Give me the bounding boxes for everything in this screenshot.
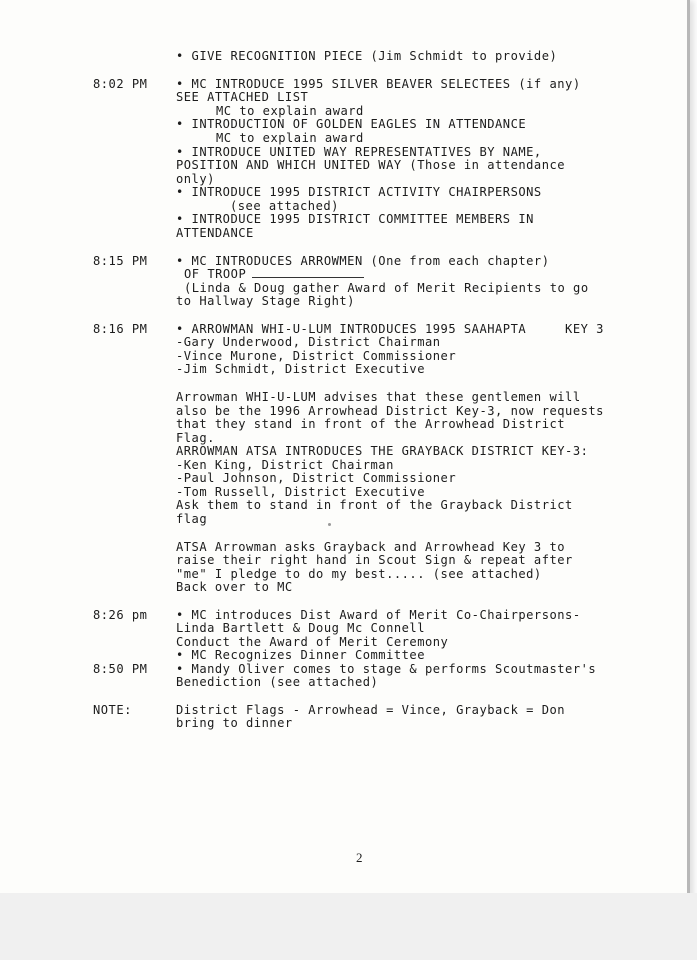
agenda-line: Back over to MC <box>176 580 293 594</box>
time-label: 8:02 PM <box>93 77 148 91</box>
agenda-line: that they stand in front of the Arrowhead District <box>176 417 566 431</box>
agenda-line: -Vince Murone, District Commissioner <box>176 349 457 363</box>
agenda-line: (see attached) <box>230 199 339 213</box>
note-line: District Flags - Arrowhead = Vince, Grayback = Don <box>176 703 566 717</box>
agenda-line: • INTRODUCE 1995 DISTRICT ACTIVITY CHAIRPERSONS <box>176 185 542 199</box>
agenda-line: • MC INTRODUCE 1995 SILVER BEAVER SELECTEES (if any) <box>176 77 581 91</box>
agenda-line: -Jim Schmidt, District Executive <box>176 362 425 376</box>
agenda-line: ATSA Arrowman asks Grayback and Arrowhead Key 3 to <box>176 540 566 554</box>
agenda-line: (Linda & Doug gather Award of Merit Recipients to go <box>184 281 589 295</box>
note-label: NOTE: <box>93 703 132 717</box>
agenda-line: ARROWMAN ATSA INTRODUCES THE GRAYBACK DISTRICT KEY-3: <box>176 444 589 458</box>
agenda-line: -Tom Russell, District Executive <box>176 485 425 499</box>
agenda-line: -Paul Johnson, District Commissioner <box>176 471 457 485</box>
time-label: 8:50 PM <box>93 662 148 676</box>
agenda-line: • INTRODUCE UNITED WAY REPRESENTATIVES BY NAME, <box>176 145 542 159</box>
agenda-line: also be the 1996 Arrowhead District Key-3, now requests <box>176 404 604 418</box>
agenda-line: to Hallway Stage Right) <box>176 294 355 308</box>
agenda-line: MC to explain award <box>216 104 364 118</box>
troop-blank <box>252 267 364 278</box>
agenda-line: Conduct the Award of Merit Ceremony <box>176 635 449 649</box>
agenda-line: Ask them to stand in front of the Grayback District <box>176 498 573 512</box>
agenda-line: MC to explain award <box>216 131 364 145</box>
agenda-line: • GIVE RECOGNITION PIECE (Jim Schmidt to provide) <box>176 49 558 63</box>
troop-line <box>184 267 364 281</box>
agenda-line: POSITION AND WHICH UNITED WAY (Those in attendance <box>176 158 566 172</box>
agenda-line: Arrowman WHI-U-LUM advises that these gentlemen will <box>176 390 581 404</box>
agenda-line: -Gary Underwood, District Chairman <box>176 335 441 349</box>
agenda-line: • ARROWMAN WHI-U-LUM INTRODUCES 1995 SAAHAPTA KEY 3 <box>176 322 604 336</box>
agenda-line: "me" I pledge to do my best..... (see attached) <box>176 567 542 581</box>
agenda-line: Flag. <box>176 431 215 445</box>
time-label: 8:15 PM <box>93 254 148 268</box>
time-label: 8:26 pm <box>93 608 148 622</box>
agenda-line: Benediction (see attached) <box>176 675 379 689</box>
agenda-line: • INTRODUCE 1995 DISTRICT COMMITTEE MEMBERS IN <box>176 212 534 226</box>
agenda-line: • MC INTRODUCES ARROWMEN (One from each chapter) <box>176 254 550 268</box>
agenda-line: -Ken King, District Chairman <box>176 458 394 472</box>
agenda-line: SEE ATTACHED LIST <box>176 90 309 104</box>
troop-label: OF TROOP <box>184 267 247 281</box>
agenda-line: only) <box>176 172 215 186</box>
note-line: bring to dinner <box>176 716 293 730</box>
agenda-line: • MC Recognizes Dinner Committee <box>176 648 425 662</box>
agenda-line: raise their right hand in Scout Sign & repeat after <box>176 553 573 567</box>
agenda-line: Linda Bartlett & Doug Mc Connell <box>176 621 425 635</box>
scan-background <box>0 893 697 960</box>
agenda-line: • Mandy Oliver comes to stage & performs Scoutmaster's <box>176 662 597 676</box>
agenda-line: • MC introduces Dist Award of Merit Co-Chairpersons- <box>176 608 581 622</box>
page-number: 2 <box>356 850 363 865</box>
paper-speck <box>328 523 331 526</box>
agenda-line: flag <box>176 512 208 526</box>
agenda-line: • INTRODUCTION OF GOLDEN EAGLES IN ATTENDANCE <box>176 117 527 131</box>
time-label: 8:16 PM <box>93 322 148 336</box>
agenda-line: ATTENDANCE <box>176 226 254 240</box>
